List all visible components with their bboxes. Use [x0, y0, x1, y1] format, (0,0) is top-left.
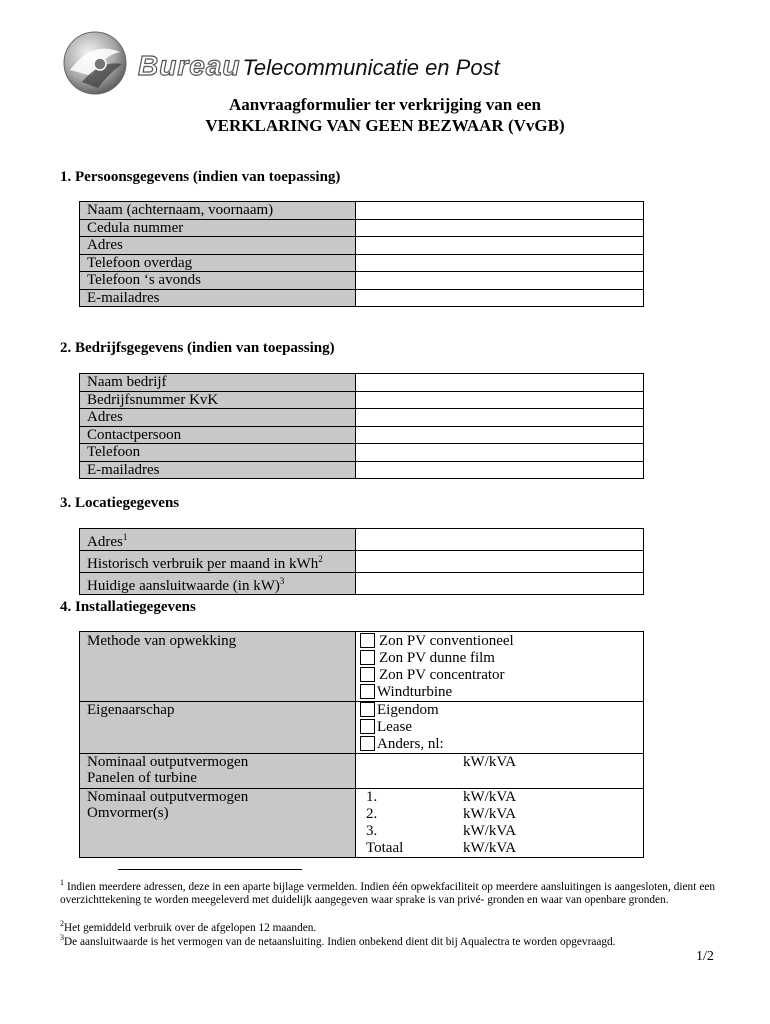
label-nominaal-omvormer-line2: Omvormer(s): [87, 805, 169, 821]
omvormer-1-label: 1.: [366, 789, 378, 805]
input-locatie-adres[interactable]: [356, 529, 644, 551]
omvormer-totaal-unit: kW/kVA: [463, 840, 517, 856]
label-nominaal-omvormer-line1: Nominaal outputvermogen: [87, 789, 249, 805]
bureau-logo-icon: [62, 30, 128, 96]
input-cedula[interactable]: [356, 219, 644, 237]
option-lease: Lease: [377, 719, 412, 735]
section1-table: [79, 201, 644, 307]
label-nominaal-panelen-line2: Panelen of turbine: [87, 770, 197, 786]
omvormer-3-label: 3.: [366, 823, 378, 839]
footnote-3: [60, 931, 715, 949]
label-aansluitwaarde: Huidige aansluitwaarde (in kW)$^3$: [80, 573, 356, 595]
option-zon-pv-concentrator: Zon PV concentrator: [379, 667, 505, 683]
label-methode: Methode van opwekking: [80, 632, 356, 702]
section2-table: [79, 373, 644, 479]
input-adres[interactable]: [356, 237, 644, 255]
option-zon-pv-dunne-film: Zon PV dunne film: [379, 650, 495, 666]
checkbox-windturbine[interactable]: [360, 684, 375, 699]
option-eigendom: Eigendom: [377, 702, 439, 718]
option-windturbine: Windturbine: [377, 684, 453, 700]
footnote-2-mark: 2: [60, 919, 64, 928]
checkbox-lease[interactable]: [360, 719, 375, 734]
omvormer-totaal-label: Totaal: [366, 840, 404, 856]
footnote-2-text: Het gemiddeld verbruik over de afgelopen 12 maanden.: [64, 921, 317, 934]
checkbox-anders[interactable]: [360, 736, 375, 751]
logo-wordmark: [138, 50, 500, 82]
option-zon-pv-conventioneel: Zon PV conventioneel: [379, 633, 514, 649]
section4-table: [79, 631, 644, 858]
label-kvk: Bedrijfsnummer KvK: [80, 391, 356, 409]
label-naam-bedrijf: Naam bedrijf: [80, 374, 356, 392]
input-bedrijf-email[interactable]: [356, 461, 644, 479]
input-bedrijf-adres[interactable]: [356, 409, 644, 427]
label-nominaal-omvormer: [80, 789, 356, 858]
page-number: 1/2: [696, 949, 714, 964]
input-email[interactable]: [356, 289, 644, 307]
omvormer-2-label: 2.: [366, 806, 378, 822]
omvormer-1-unit: kW/kVA: [463, 789, 517, 805]
label-historisch-verbruik: Historisch verbruik per maand in kWh$^2$: [80, 551, 356, 573]
form-title-line2: VERKLARING VAN GEEN BEZWAAR (VvGB): [205, 116, 565, 135]
label-nominaal-panelen-line1: Nominaal outputvermogen: [87, 754, 249, 770]
label-bedrijf-telefoon: Telefoon: [80, 444, 356, 462]
label-bedrijf-adres: Adres: [80, 409, 356, 427]
footnote-3-mark: 3: [60, 933, 64, 942]
footnote-3-text: De aansluitwaarde is het vermogen van de netaansluiting. Indien onbekend dient dit bij Aqualectra te worden opgevraagd.: [64, 935, 616, 948]
input-contactpersoon[interactable]: [356, 426, 644, 444]
label-nominaal-panelen: [80, 754, 356, 789]
input-kvk[interactable]: [356, 391, 644, 409]
label-adres: Adres: [80, 237, 356, 255]
section3-heading: 3. Locatiegegevens: [60, 495, 180, 511]
input-bedrijf-telefoon[interactable]: [356, 444, 644, 462]
checkbox-zon-pv-concentrator[interactable]: [360, 667, 375, 682]
eigenaarschap-options: [356, 702, 644, 754]
section1-heading: 1. Persoonsgegevens (indien van toepassing): [60, 169, 341, 185]
checkbox-zon-pv-dunne-film[interactable]: [360, 650, 375, 665]
input-telefoon-overdag[interactable]: [356, 254, 644, 272]
input-historisch-verbruik[interactable]: [356, 551, 644, 573]
section2-heading: 2. Bedrijfsgegevens (indien van toepassing): [60, 340, 335, 356]
footnote-1: [60, 876, 715, 908]
logo-word: Bureau: [138, 50, 241, 81]
label-eigenaarschap: Eigenaarschap: [80, 702, 356, 754]
input-aansluitwaarde[interactable]: [356, 573, 644, 595]
input-nominaal-omvormer[interactable]: [356, 789, 644, 858]
footnote-1-mark: 1: [60, 878, 64, 887]
footnote-separator: [118, 869, 302, 870]
footnote-ref-3: 3: [279, 576, 285, 586]
label-telefoon-avonds: Telefoon ‘s avonds: [80, 272, 356, 290]
label-contactpersoon: Contactpersoon: [80, 426, 356, 444]
label-cedula: Cedula nummer: [80, 219, 356, 237]
label-bedrijf-email: E-mailadres: [80, 461, 356, 479]
input-naam-bedrijf[interactable]: [356, 374, 644, 392]
footnote-ref-1: 1: [122, 532, 128, 542]
methode-options: [356, 632, 644, 702]
label-locatie-adres: Adres$^1$: [80, 529, 356, 551]
input-naam[interactable]: [356, 202, 644, 220]
input-nominaal-panelen[interactable]: [356, 754, 644, 789]
section4-heading: 4. Installatiegegevens: [60, 599, 196, 615]
logo-tagline: Telecommunicatie en Post: [242, 55, 500, 80]
form-title-line1: Aanvraagformulier ter verkrijging van een: [229, 95, 541, 114]
checkbox-zon-pv-conventioneel[interactable]: [360, 633, 375, 648]
input-telefoon-avonds[interactable]: [356, 272, 644, 290]
unit-panelen: kW/kVA: [463, 754, 517, 770]
footnote-ref-2: 2: [318, 554, 323, 564]
section3-table: [79, 528, 644, 595]
footnote-1-text: Indien meerdere adressen, deze in een aparte bijlage vermelden. Indien één opwekfaciliteit op meerdere aansluitingen is aangesloten, dient een overzichttekening te worden meegeleverd met duidelijk aangegeven waar sprake is van privé- gronden en waar van openbare gronden.: [60, 880, 715, 907]
label-naam: Naam (achternaam, voornaam): [80, 202, 356, 220]
checkbox-eigendom[interactable]: [360, 702, 375, 717]
omvormer-2-unit: kW/kVA: [463, 806, 517, 822]
option-anders: Anders, nl:: [377, 736, 444, 752]
label-email: E-mailadres: [80, 289, 356, 307]
omvormer-3-unit: kW/kVA: [463, 823, 517, 839]
label-telefoon-overdag: Telefoon overdag: [80, 254, 356, 272]
